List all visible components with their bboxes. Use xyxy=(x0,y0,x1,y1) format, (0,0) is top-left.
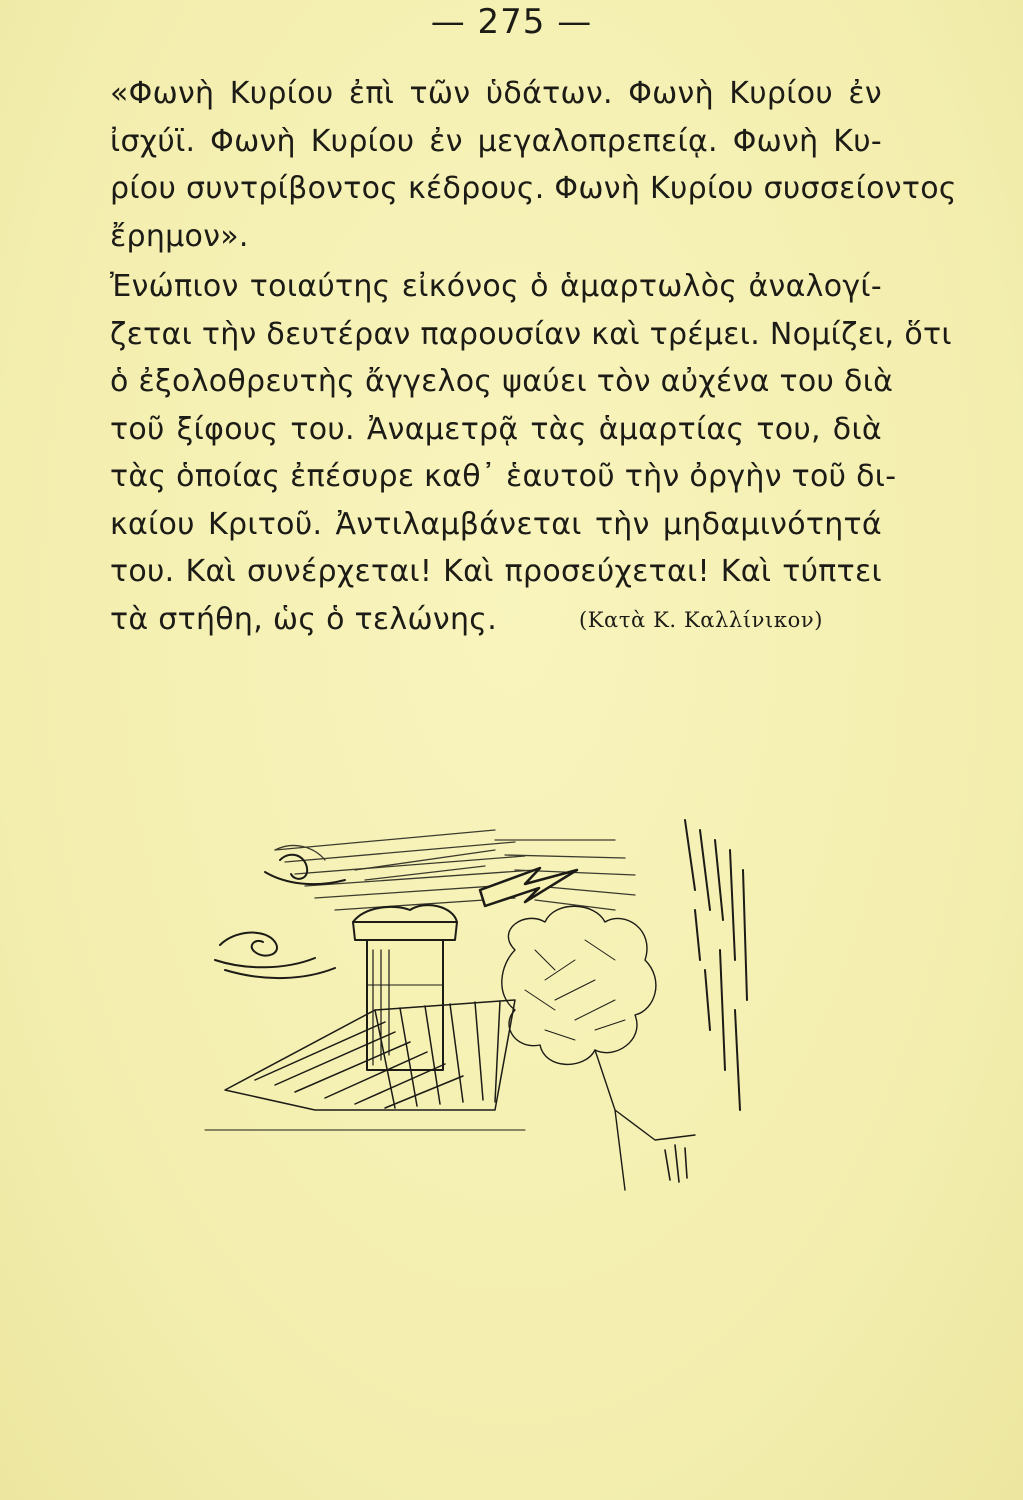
roof-tiles xyxy=(205,1000,525,1130)
text-line: «Φωνὴ Κυρίου ἐπὶ τῶν ὑδάτων. Φωνὴ Κυρίου ἐν xyxy=(110,76,882,111)
text-line: τὰ στήθη, ὡς ὁ τελώνης. xyxy=(110,601,498,637)
storm-cloud xyxy=(275,830,635,910)
text-line: καίου Κριτοῦ. Ἀντιλαμβάνεται τὴν μηδαμινότητά xyxy=(110,506,882,542)
tree xyxy=(502,906,695,1190)
chimney xyxy=(353,905,457,1070)
text-line: ρίου συντρίβοντος κέδρους. Φωνὴ Κυρίου συσσείοντος xyxy=(110,171,957,206)
paragraph-body xyxy=(110,263,952,643)
text-line: ὁ ἐξολοθρευτὴς ἄγγελος ψαύει τὸν αὐχένα του διὰ xyxy=(110,364,894,399)
text-line: του. Καὶ συνέρχεται! Καὶ προσεύχεται! Καὶ τύπτει xyxy=(110,554,882,589)
storm-rooftop-illustration xyxy=(195,810,755,1200)
lightning-bolt xyxy=(480,868,577,906)
text-line: τὰς ὁποίας ἐπέσυρε καθ᾽ ἑαυτοῦ τὴν ὀργὴν τοῦ δι- xyxy=(110,459,897,494)
page-number: — 275 — xyxy=(430,2,593,42)
text-line: Ἐνώπιον τοιαύτης εἰκόνος ὁ ἁμαρτωλὸς ἀναλογί- xyxy=(110,269,882,304)
paragraph-quote xyxy=(110,70,957,260)
text-line: ἔρημον». xyxy=(110,218,249,254)
attribution: (Κατὰ Κ. Καλλίνικον) xyxy=(578,608,823,632)
text-line: ζεται τὴν δευτέραν παρουσίαν καὶ τρέμει. Νομίζει, ὅτι xyxy=(110,316,952,352)
text-line: τοῦ ξίφους του. Ἀναμετρᾷ τὰς ἁμαρτίας του, διὰ xyxy=(110,411,882,447)
wind-swirl xyxy=(215,855,345,978)
rain xyxy=(665,820,747,1182)
text-line: ἰσχύϊ. Φωνὴ Κυρίου ἐν μεγαλοπρεπείᾳ. Φωνὴ Κυ- xyxy=(110,123,882,159)
